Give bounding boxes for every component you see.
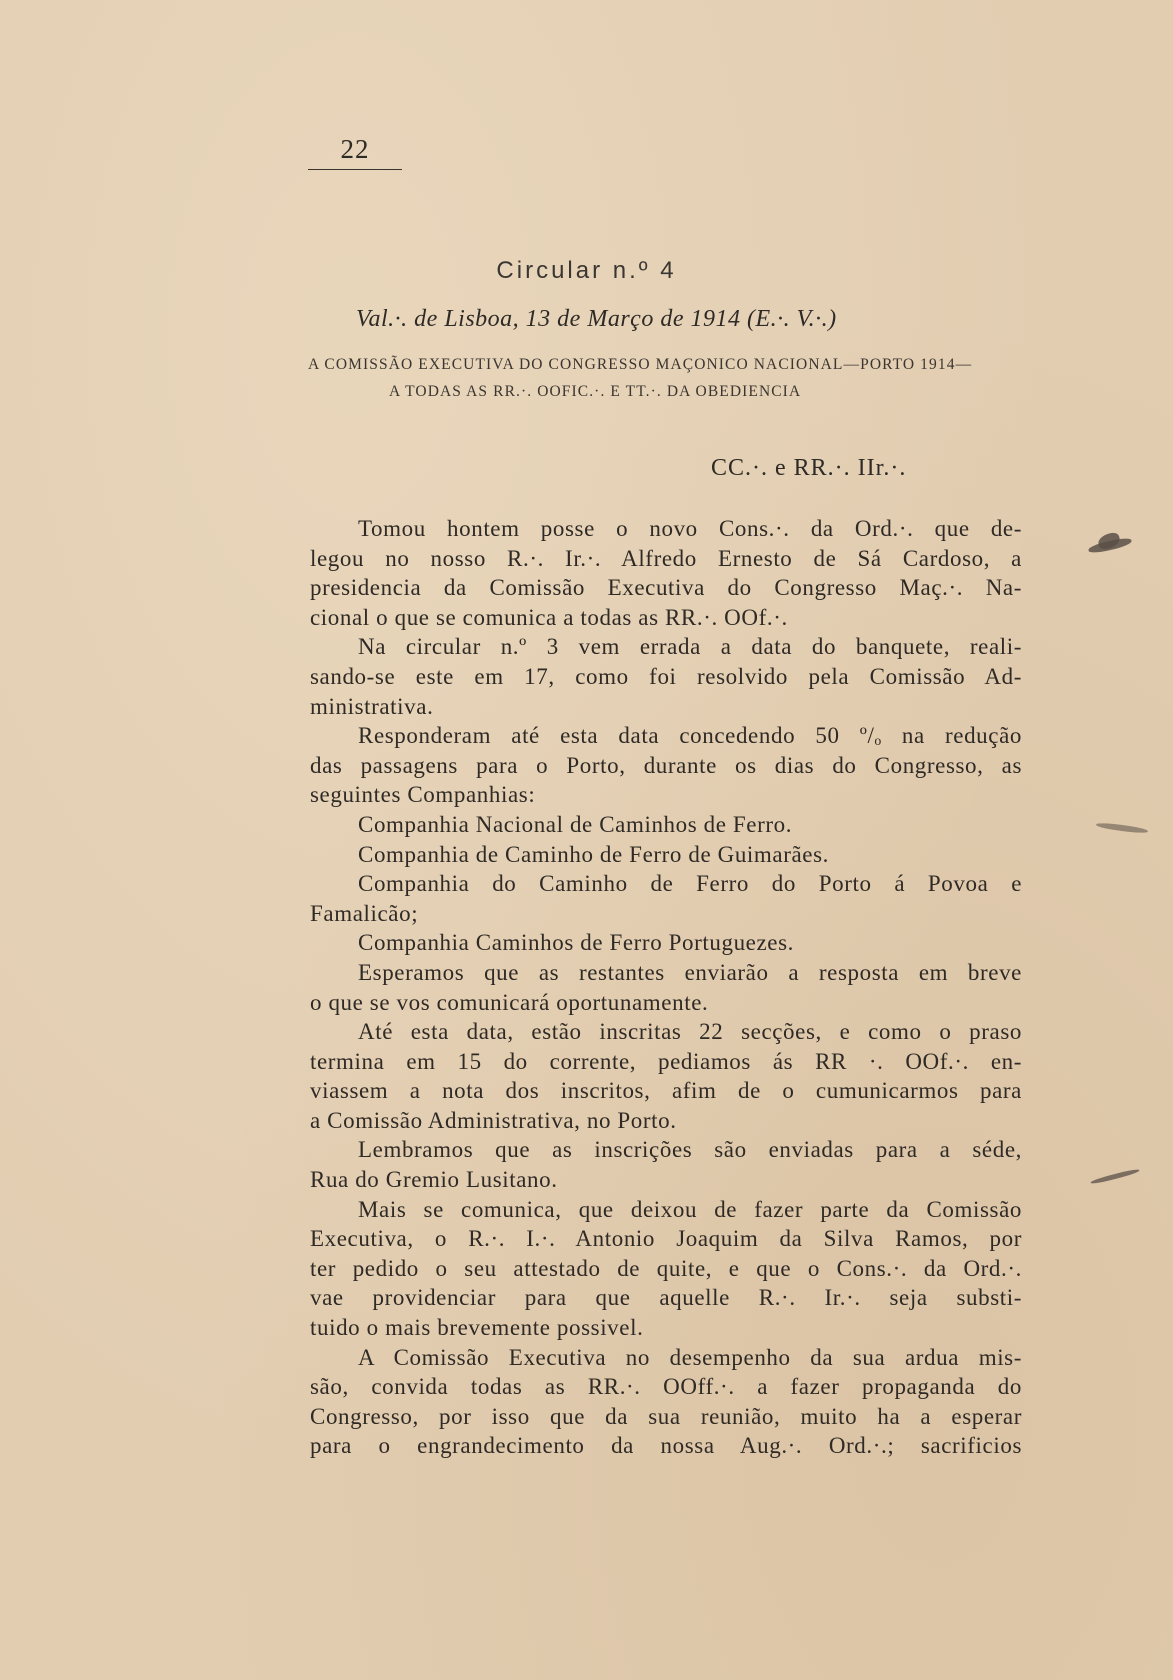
circular-heading: Circular n.º 4 <box>496 257 677 284</box>
body-line: das passagens para o Porto, durante os dias do Congresso, as <box>310 752 1022 778</box>
body-line: legou no nosso R.·. Ir.·. Alfredo Ernesto de Sá Cardoso, a <box>310 545 1022 571</box>
body-line: ministrativa. <box>310 693 434 719</box>
body-line: Mais se comunica, que deixou de fazer parte da Comissão <box>358 1196 1022 1222</box>
body-line: termina em 15 do corrente, pediamos ás RR ·. OOf.·. en- <box>310 1048 1022 1074</box>
body-line: Companhia de Caminho de Ferro de Guimarães. <box>358 841 829 867</box>
body-line: Companhia Caminhos de Ferro Portuguezes. <box>358 930 795 956</box>
body-line: o que se vos comunicará oportunamente. <box>310 989 709 1015</box>
body-line: viassem a nota dos inscritos, afim de o cumunicarmos para <box>310 1078 1022 1104</box>
body-line: Companhia do Caminho de Ferro do Porto á Povoa e <box>358 871 1022 897</box>
address-line-2: A TODAS AS RR.·. OOFIC.·. E TT.·. DA OBEDIENCIA <box>389 383 802 400</box>
body-line: A Comissão Executiva no desempenho da sua ardua mis- <box>358 1344 1022 1370</box>
circular-body <box>310 514 1022 1461</box>
body-line: Lembramos que as inscrições são enviadas para a séde, <box>358 1137 1022 1163</box>
body-line: seguintes Companhias: <box>310 782 536 808</box>
body-line: sando-se este em 17, como foi resolvido pela Comissão Ad- <box>310 663 1022 689</box>
body-line: ter pedido o seu attestado de quite, e que o Cons.·. da Ord.·. <box>310 1255 1022 1281</box>
body-line: Congresso, por isso que da sua reunião, muito ha a esperar <box>310 1403 1022 1429</box>
body-line: Executiva, o R.·. I.·. Antonio Joaquim da Silva Ramos, por <box>310 1226 1022 1252</box>
body-line: vae providenciar para que aquelle R.·. Ir.·. seja substi- <box>310 1285 1022 1311</box>
body-line: Até esta data, estão inscritas 22 secções, e como o praso <box>358 1019 1022 1045</box>
body-line: Famalicão; <box>310 900 419 926</box>
body-line: Responderam até esta data concedendo 50 º/ₒ na redução <box>358 723 1022 749</box>
body-line: cional o que se comunica a todas as RR.·. OOf.·. <box>310 604 788 630</box>
dateline: Val.·. de Lisboa, 13 de Março de 1914 (E.·. V.·.) <box>356 306 837 332</box>
body-line: Rua do Gremio Lusitano. <box>310 1167 558 1193</box>
body-line: Esperamos que as restantes enviarão a resposta em breve <box>358 959 1022 985</box>
body-line: tuido o mais brevemente possivel. <box>310 1315 644 1341</box>
salutation: CC.·. e RR.·. IIr.·. <box>711 455 907 481</box>
body-line: são, convida todas as RR.·. OOff.·. a fazer propaganda do <box>310 1374 1022 1400</box>
body-line: Companhia Nacional de Caminhos de Ferro. <box>358 811 793 837</box>
body-line: presidencia da Comissão Executiva do Congresso Maç.·. Na- <box>310 575 1022 601</box>
body-line: Na circular n.º 3 vem errada a data do banquete, reali- <box>358 634 1022 660</box>
body-line: para o engrandecimento da nossa Aug.·. Ord.·.; sacrificios <box>310 1433 1022 1459</box>
page-number: 22 <box>308 134 402 170</box>
address-line-1: A COMISSÃO EXECUTIVA DO CONGRESSO MAÇONICO NACIONAL—PORTO 1914— <box>308 356 973 373</box>
body-line: Tomou hontem posse o novo Cons.·. da Ord.·. que de- <box>358 516 1022 541</box>
body-line: a Comissão Administrativa, no Porto. <box>310 1107 677 1133</box>
